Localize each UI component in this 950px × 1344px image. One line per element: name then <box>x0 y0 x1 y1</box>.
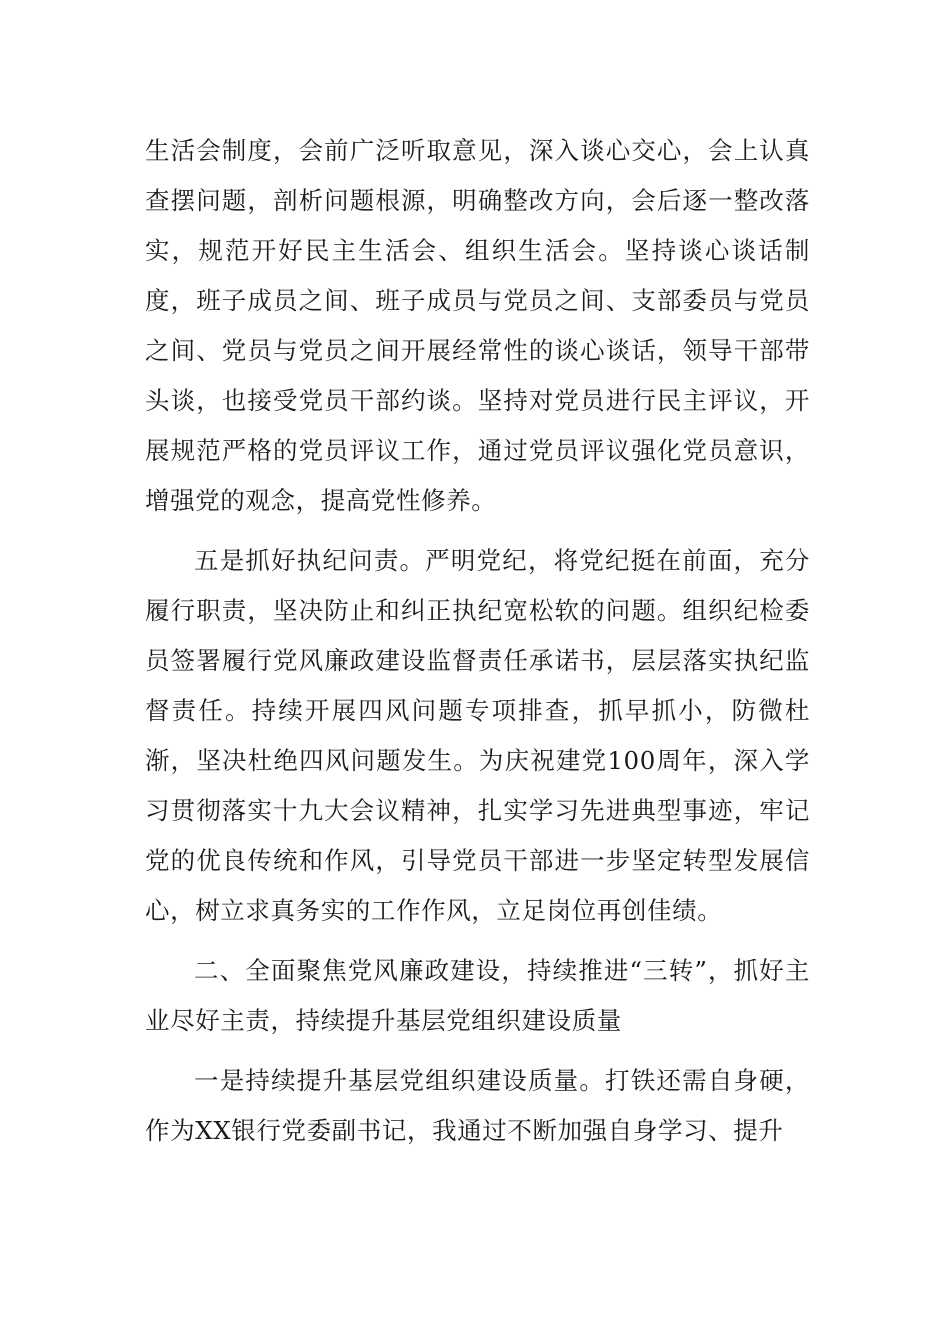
paragraph-party-building: 一是持续提升基层党组织建设质量。打铁还需自身硬，作为XX银行党委副书记，我通过不断加强自身学习、提升 <box>145 1066 810 1145</box>
section-heading: 二、全面聚焦党风廉政建设，持续推进“三转”，抓好主业尽好主责，持续提升基层党组织建设质量 <box>145 956 810 1035</box>
paragraph-discipline: 五是抓好执纪问责。严明党纪，将党纪挺在前面，充分履行职责，坚决防止和纠正执纪宽松软的问题。组织纪检委员签署履行党风廉政建设监督责任承诺书，层层落实执纪监督责任。持续开展四风问题专项排查，抓早抓小，防微杜渐，坚决杜绝四风问题发生。为庆祝建党100周年，深入学习贯彻落实十九大会议精神，扎实学习先进典型事迹，牢记党的优良传统和作风，引导党员干部进一步坚定转型发展信心，树立求真务实的工作作风，立足岗位再创佳绩。 <box>145 546 810 925</box>
document-body <box>145 126 810 1166</box>
paragraph-continued: 生活会制度，会前广泛听取意见，深入谈心交心，会上认真查摆问题，剖析问题根源，明确整改方向，会后逐一整改落实，规范开好民主生活会、组织生活会。坚持谈心谈话制度，班子成员之间、班子成员与党员之间、支部委员与党员之间、党员与党员之间开展经常性的谈心谈话，领导干部带头谈，也接受党员干部约谈。坚持对党员进行民主评议，开展规范严格的党员评议工作，通过党员评议强化党员意识，增强党的观念，提高党性修养。 <box>145 136 810 515</box>
